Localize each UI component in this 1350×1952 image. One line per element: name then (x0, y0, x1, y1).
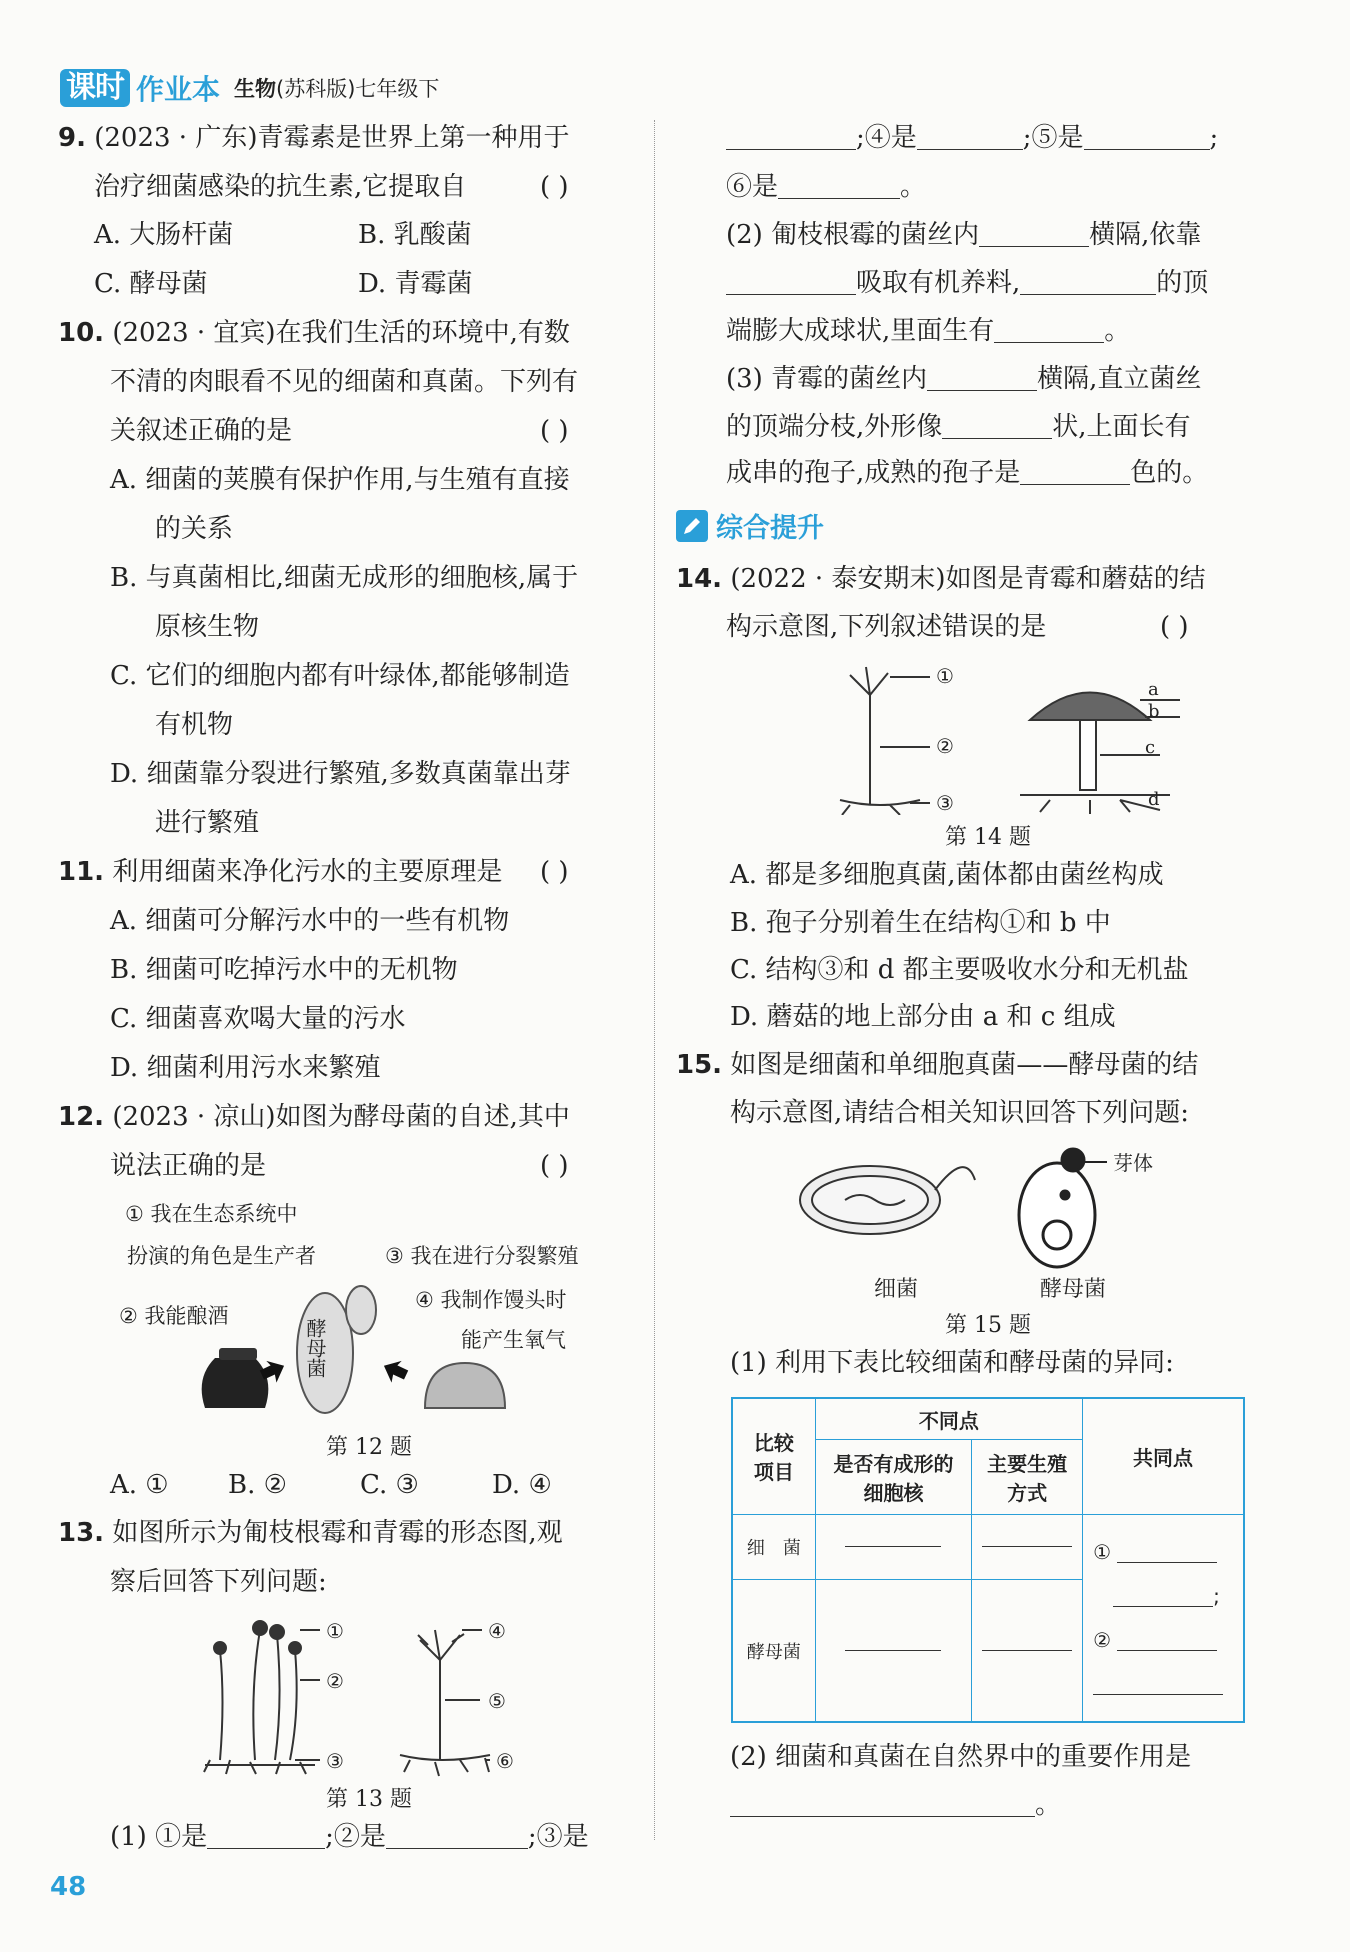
subject-label: 生物(苏科版)七年级下 (234, 77, 440, 101)
q9-option-c[interactable]: C. 酵母菌 (94, 269, 208, 299)
q13-marker-3: ③ (326, 1749, 344, 1773)
wine-jar-lid (219, 1348, 257, 1360)
table-row (732, 1514, 1244, 1580)
q14-label-c: c (1145, 737, 1156, 758)
q14-caption: 第 14 题 (945, 825, 1031, 850)
q13-blank-3[interactable] (726, 149, 856, 150)
q12-option-c[interactable]: C. ③ (360, 1470, 419, 1500)
q14-label-b: b (1148, 701, 1160, 722)
q14-option-b[interactable]: B. 孢子分别着生在结构①和 b 中 (730, 908, 1111, 938)
q10-answer-bracket[interactable]: ( ) (540, 416, 569, 446)
q15-part1: (1) 利用下表比较细菌和酵母菌的异同: (730, 1348, 1174, 1378)
row-label-bacteria: 细 菌 (732, 1514, 815, 1580)
q14-line2: 构示意图,下列叙述错误的是 (726, 612, 1047, 642)
header-nucleus: 是否有成形的 细胞核 (815, 1440, 972, 1514)
brand-name: 作业本 (136, 73, 221, 106)
section-title: 综合提升 (716, 513, 824, 544)
q15-part2: (2) 细菌和真菌在自然界中的重要作用是 (730, 1742, 1192, 1772)
q10-option-c-cont: 有机物 (155, 710, 234, 740)
q11-answer-bracket[interactable]: ( ) (540, 857, 569, 887)
yeast-drawing (1019, 1149, 1107, 1267)
q10-option-c[interactable]: C. 它们的细胞内都有叶绿体,都能够制造 (110, 661, 570, 691)
q9-option-a[interactable]: A. 大肠杆菌 (94, 220, 234, 250)
yeast-cell-bud (346, 1286, 376, 1334)
cell-bacteria-reproduction[interactable] (972, 1514, 1083, 1580)
q11-option-b[interactable]: B. 细菌可吃掉污水中的无机物 (110, 955, 458, 985)
q12-line1: 12. (2023 · 凉山)如图为酵母菌的自述,其中 (58, 1102, 570, 1132)
q13-part1-line: (1) ①是 ;②是 ;③是 (110, 1822, 589, 1852)
q12-illustration (115, 1198, 625, 1428)
q12-line2: 说法正确的是 (110, 1151, 267, 1181)
q12-statement-3: ③ 我在进行分裂繁殖 (385, 1244, 579, 1268)
q13-blank-11[interactable] (927, 390, 1037, 391)
q11-line1: 11. 利用细菌来净化污水的主要原理是 (58, 857, 503, 887)
header-compare-item: 比较 项目 (732, 1398, 815, 1514)
q13-right-line2: ⑥是 。 (726, 172, 927, 202)
pencil-icon (676, 510, 708, 542)
q13-blank-5[interactable] (1084, 149, 1210, 150)
q13-blank-2[interactable] (386, 1848, 528, 1849)
q15-yeast-label: 酵母菌 (1040, 1277, 1107, 1302)
q12-statement-1-cont: 扮演的角色是生产者 (127, 1244, 316, 1268)
q13-blank-8[interactable] (726, 294, 856, 295)
rhizopus-drawing (204, 1621, 320, 1774)
cell-similarities[interactable]: ① ; ② (1083, 1514, 1244, 1722)
page-header (60, 68, 439, 108)
cell-bacteria-nucleus[interactable] (815, 1514, 972, 1580)
q14-option-c[interactable]: C. 结构③和 d 都主要吸收水分和无机盐 (730, 955, 1189, 985)
row-label-yeast: 酵母菌 (732, 1580, 815, 1722)
q12-statement-4-cont: 能产生氧气 (461, 1328, 566, 1352)
q13-blank-10[interactable] (994, 342, 1104, 343)
penicillium-drawing (840, 667, 930, 815)
q14-option-d[interactable]: D. 蘑菇的地上部分由 a 和 c 组成 (730, 1002, 1116, 1032)
column-divider (654, 120, 655, 1840)
q10-option-d[interactable]: D. 细菌靠分裂进行繁殖,多数真菌靠出芽 (110, 759, 571, 789)
q14-marker-2: ② (936, 734, 954, 758)
q13-marker-5: ⑤ (488, 1689, 506, 1713)
q13-caption: 第 13 题 (326, 1787, 412, 1812)
q13-right-line4: 吸取有机养料, 的顶 (726, 270, 1208, 296)
q13-line2: 察后回答下列问题: (110, 1567, 327, 1597)
q13-blank-9[interactable] (1020, 294, 1156, 295)
q10-option-d-cont: 进行繁殖 (155, 808, 260, 838)
q13-figure (200, 1610, 530, 1780)
q13-marker-1: ① (326, 1619, 344, 1643)
q14-marker-3: ③ (936, 791, 954, 815)
comparison-table (731, 1397, 1245, 1723)
q15-part2-answer: 。 (730, 1792, 1061, 1818)
q14-figure (800, 655, 1180, 815)
q10-option-a[interactable]: A. 细菌的荚膜有保护作用,与生殖有直接 (110, 465, 570, 495)
yeast-label: 酵母菌 (303, 1318, 327, 1378)
q13-blank-7[interactable] (979, 246, 1089, 247)
cell-yeast-nucleus[interactable] (815, 1580, 972, 1722)
q15-line1: 15. 如图是细菌和单细胞真菌——酵母菌的结 (676, 1050, 1199, 1080)
q15-blank-role[interactable] (730, 1816, 1035, 1817)
q13-marker-2: ② (326, 1669, 344, 1693)
cell-yeast-reproduction[interactable] (972, 1580, 1083, 1722)
q12-figure (115, 1198, 625, 1428)
q15-figure (795, 1140, 1155, 1270)
q13-right-line3: (2) 匍枝根霉的菌丝内 横隔,依靠 (726, 220, 1202, 250)
arrow-right-icon (379, 1355, 411, 1387)
q10-option-a-cont: 的关系 (155, 514, 234, 544)
q12-answer-bracket[interactable]: ( ) (540, 1151, 569, 1181)
q14-answer-bracket[interactable]: ( ) (1160, 612, 1189, 642)
q12-option-b[interactable]: B. ② (228, 1470, 287, 1500)
q10-line2: 不清的肉眼看不见的细菌和真菌。下列有 (110, 367, 579, 397)
page-number: 48 (50, 1872, 87, 1902)
bacterium-drawing (800, 1166, 975, 1234)
q15-line2: 构示意图,请结合相关知识回答下列问题: (730, 1098, 1190, 1128)
q12-statement-1: ① 我在生态系统中 (125, 1202, 298, 1226)
q14-label-d: d (1148, 789, 1160, 810)
q13-right-line6: (3) 青霉的菌丝内 横隔,直立菌丝 (726, 364, 1202, 394)
q9-answer-bracket[interactable]: ( ) (540, 172, 569, 202)
q15-caption: 第 15 题 (945, 1313, 1031, 1338)
q10-line3: 关叙述正确的是 (110, 416, 293, 446)
q12-option-d[interactable]: D. ④ (492, 1470, 552, 1500)
q9-line1: 9. (2023 · 广东)青霉素是世界上第一种用于 (58, 123, 570, 153)
q14-line1: 14. (2022 · 泰安期末)如图是青霉和蘑菇的结 (676, 564, 1206, 594)
q10-option-b[interactable]: B. 与真菌相比,细菌无成形的细胞核,属于 (110, 563, 579, 593)
q13-right-line7: 的顶端分枝,外形像 状,上面长有 (726, 412, 1191, 442)
section-heading (676, 506, 824, 545)
q15-bacteria-label: 细菌 (874, 1277, 919, 1302)
q13-right-line1: ;④是 ;⑤是 ; (726, 125, 1218, 151)
q13-blank-12[interactable] (942, 438, 1052, 439)
brand-logo: 课时 (60, 69, 130, 107)
q13-marker-4: ④ (488, 1619, 506, 1643)
q14-option-a[interactable]: A. 都是多细胞真菌,菌体都由菌丝构成 (730, 860, 1164, 890)
wine-jar (202, 1358, 269, 1408)
q14-label-a: a (1148, 679, 1159, 700)
q9-option-b[interactable]: B. 乳酸菌 (358, 220, 472, 250)
q12-statement-4: ④ 我制作馒头时 (415, 1288, 567, 1312)
q12-statement-2: ② 我能酿酒 (119, 1304, 229, 1328)
q11-option-c[interactable]: C. 细菌喜欢喝大量的污水 (110, 1004, 406, 1034)
q11-option-a[interactable]: A. 细菌可分解污水中的一些有机物 (110, 906, 510, 936)
q9-option-d[interactable]: D. 青霉菌 (358, 269, 473, 299)
q15-bud-label: 芽体 (1113, 1151, 1153, 1175)
q14-marker-1: ① (936, 664, 954, 688)
penicillium-drawing (400, 1630, 490, 1776)
header-similarities: 共同点 (1083, 1398, 1244, 1514)
q13-blank-13[interactable] (1020, 484, 1130, 485)
q13-marker-6: ⑥ (496, 1749, 514, 1773)
q12-option-a[interactable]: A. ① (110, 1470, 169, 1500)
q12-caption: 第 12 题 (326, 1435, 412, 1460)
q9-line2: 治疗细菌感染的抗生素,它提取自 (94, 172, 467, 202)
q13-blank-1[interactable] (207, 1848, 325, 1849)
q13-line1: 13. 如图所示为匍枝根霉和青霉的形态图,观 (58, 1518, 563, 1548)
header-differences: 不同点 (815, 1398, 1082, 1440)
q13-blank-6[interactable] (778, 198, 900, 199)
steamed-bun (425, 1363, 505, 1408)
q13-right-line8: 成串的孢子,成熟的孢子是 色的。 (726, 458, 1209, 488)
q13-right-line5: 端膨大成球状,里面生有 。 (726, 316, 1131, 346)
q11-option-d[interactable]: D. 细菌利用污水来繁殖 (110, 1053, 381, 1083)
q10-option-b-cont: 原核生物 (155, 612, 260, 642)
header-reproduction: 主要生殖 方式 (972, 1440, 1083, 1514)
q13-blank-4[interactable] (917, 149, 1023, 150)
q10-line1: 10. (2023 · 宜宾)在我们生活的环境中,有数 (58, 318, 570, 348)
